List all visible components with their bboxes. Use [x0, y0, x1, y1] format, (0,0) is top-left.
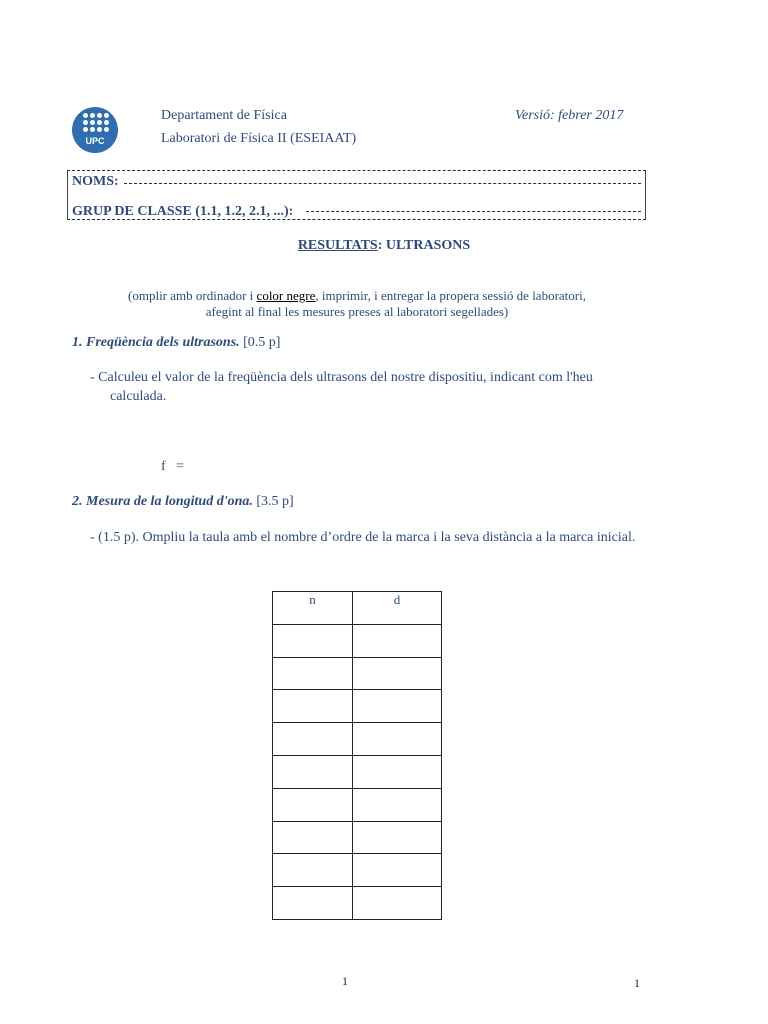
cell-d[interactable] [353, 821, 442, 854]
section2-title: 2. Mesura de la longitud d'ona. [72, 494, 253, 509]
cell-n[interactable] [273, 723, 353, 756]
cell-d[interactable] [353, 755, 442, 788]
cell-d[interactable] [353, 854, 442, 887]
department-name: Departament de Física [161, 108, 287, 123]
section2-points: [3.5 p] [252, 494, 294, 509]
table-row [273, 755, 442, 788]
measurement-table [272, 591, 442, 920]
grup-field[interactable] [306, 211, 641, 212]
section1-instruction: - Calculeu el valor de la freqüència dels ultrasons del nostre dispositiu, indicant com l'heu [90, 370, 593, 385]
cell-n[interactable] [273, 657, 353, 690]
cell-n[interactable] [273, 690, 353, 723]
grup-label: GRUP DE CLASSE (1.1, 1.2, 2.1, ...): [72, 204, 294, 219]
cell-d[interactable] [353, 624, 442, 657]
table-header-row [273, 592, 442, 625]
noms-label: NOMS: [72, 174, 119, 189]
table-row [273, 723, 442, 756]
frequency-formula: f = [161, 459, 185, 474]
table-row [273, 690, 442, 723]
table-row [273, 821, 442, 854]
instructions-note-line2: afegint al final les mesures preses al laboratori segellades) [205, 304, 509, 319]
cell-n[interactable] [273, 755, 353, 788]
table-row [273, 887, 442, 920]
table-row [273, 788, 442, 821]
student-info-box [67, 170, 646, 220]
section1-points: [0.5 p] [239, 335, 281, 350]
instructions-note-line1 [0, 288, 714, 304]
section1-heading [72, 335, 280, 351]
cell-d[interactable] [353, 657, 442, 690]
upc-logo [72, 107, 118, 153]
title-resultats: RESULTATS [297, 238, 378, 253]
table-row [273, 657, 442, 690]
title-ultrasons: : ULTRASONS [377, 238, 471, 253]
cell-n[interactable] [273, 887, 353, 920]
section1-instruction-cont: calculada. [110, 389, 167, 404]
header-d: d [353, 592, 442, 625]
section2-instruction: - (1.5 p). Ompliu la taula amb el nombre d’ordre de la marca i la seva distància a la marca inicial. [90, 530, 636, 545]
note-text-c: , imprimir, i entregar la propera sessió de laboratori, [315, 288, 586, 303]
section1-title: 1. Freqüència dels ultrasons. [72, 335, 240, 350]
page-number-center: 1 [342, 974, 348, 988]
noms-field[interactable] [124, 183, 641, 184]
table-row [273, 854, 442, 887]
cell-n[interactable] [273, 788, 353, 821]
cell-d[interactable] [353, 723, 442, 756]
section2-heading [72, 494, 294, 510]
cell-n[interactable] [273, 854, 353, 887]
cell-d[interactable] [353, 690, 442, 723]
cell-n[interactable] [273, 821, 353, 854]
page-title [0, 238, 768, 254]
cell-d[interactable] [353, 788, 442, 821]
lab-name: Laboratori de Física II (ESEIAAT) [161, 131, 357, 146]
cell-d[interactable] [353, 887, 442, 920]
page-number-right: 1 [634, 976, 640, 990]
cell-n[interactable] [273, 624, 353, 657]
table-row [273, 624, 442, 657]
note-color-negre: color negre [256, 288, 316, 303]
logo-text: UPC [85, 136, 105, 146]
version-label: Versió: febrer 2017 [515, 108, 624, 123]
note-text-a: (omplir amb ordinador i [128, 288, 257, 303]
header-n: n [273, 592, 353, 625]
